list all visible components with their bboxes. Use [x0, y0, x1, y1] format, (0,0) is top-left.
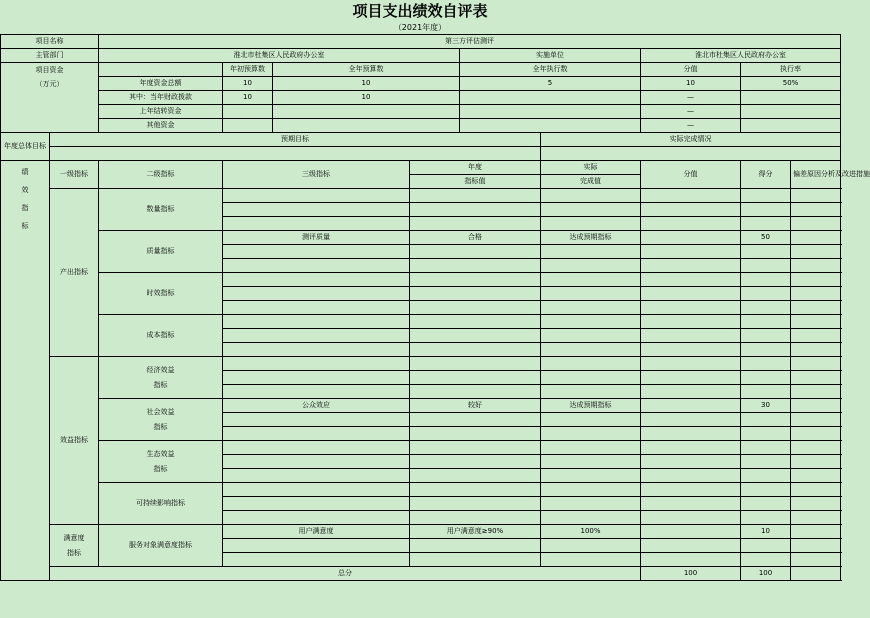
l3-cell[interactable] — [223, 441, 410, 455]
l3-cell[interactable]: 公众效应 — [223, 399, 410, 413]
deviation-cell[interactable] — [791, 511, 841, 525]
goals-actual-cell[interactable] — [541, 147, 841, 161]
score-value-cell[interactable] — [641, 455, 741, 469]
impl-label: 实施单位 — [460, 49, 641, 63]
funds-cell-score-value[interactable]: 10 — [641, 77, 741, 91]
actual-cell[interactable]: 100% — [541, 525, 641, 539]
score-cell[interactable] — [741, 301, 791, 315]
deviation-cell[interactable] — [791, 231, 841, 245]
funds-header-executed: 全年执行数 — [460, 63, 641, 77]
l3-cell[interactable] — [223, 553, 410, 567]
page-subtitle: （2021年度） — [393, 23, 447, 32]
deviation-cell[interactable] — [791, 413, 841, 427]
actual-cell[interactable] — [541, 273, 641, 287]
l3-cell[interactable] — [223, 315, 410, 329]
l3-cell[interactable] — [223, 539, 410, 553]
score-value-cell[interactable] — [641, 553, 741, 567]
score-value-cell[interactable] — [641, 399, 741, 413]
actual-cell[interactable] — [541, 287, 641, 301]
score-cell[interactable] — [741, 539, 791, 553]
total-label: 总分 — [50, 567, 641, 581]
header-score-value: 分值 — [641, 161, 741, 189]
score-cell[interactable] — [741, 413, 791, 427]
funds-cell-executed[interactable] — [460, 119, 641, 133]
score-value-cell[interactable] — [641, 511, 741, 525]
target-cell[interactable] — [410, 301, 541, 315]
funds-cell-initial[interactable] — [223, 105, 273, 119]
deviation-cell[interactable] — [791, 287, 841, 301]
score-value-cell[interactable] — [641, 539, 741, 553]
economic-benefit-label-a: 经济效益 — [146, 365, 175, 374]
actual-cell[interactable] — [541, 203, 641, 217]
l3-cell[interactable] — [223, 217, 410, 231]
target-cell[interactable] — [410, 259, 541, 273]
satisfaction-indicator-label — [50, 525, 99, 567]
l3-cell[interactable] — [223, 455, 410, 469]
social-benefit-label-a: 社会效益 — [146, 407, 175, 416]
score-value-cell[interactable] — [641, 343, 741, 357]
actual-cell[interactable] — [541, 497, 641, 511]
funds-cell-executed[interactable]: 5 — [460, 77, 641, 91]
actual-cell[interactable] — [541, 441, 641, 455]
sustainability-indicator-label: 可持续影响指标 — [99, 483, 223, 525]
score-cell[interactable] — [741, 469, 791, 483]
score-cell[interactable]: 10 — [741, 525, 791, 539]
perf-side-label — [1, 161, 50, 581]
score-cell[interactable]: 30 — [741, 399, 791, 413]
quantity-indicator-label: 数量指标 — [99, 189, 223, 231]
deviation-cell[interactable] — [791, 455, 841, 469]
l3-cell[interactable] — [223, 273, 410, 287]
perf-side-char: 指 — [21, 204, 29, 212]
ecological-benefit-label — [99, 441, 223, 483]
dept-cell[interactable]: 淮北市杜集区人民政府办公室 — [99, 49, 460, 63]
deviation-cell[interactable] — [791, 217, 841, 231]
score-value-cell[interactable] — [641, 497, 741, 511]
score-value-cell[interactable] — [641, 413, 741, 427]
funds-cell-annual[interactable] — [273, 119, 460, 133]
actual-cell[interactable] — [541, 329, 641, 343]
output-indicator-label: 产出指标 — [50, 189, 99, 357]
header-level2: 二级指标 — [99, 161, 223, 189]
page-title: 项目支出绩效自评表 — [352, 2, 488, 20]
score-value-cell[interactable] — [641, 189, 741, 203]
perf-side-char: 标 — [21, 222, 29, 230]
timeliness-indicator-label: 时效指标 — [99, 273, 223, 315]
score-value-cell[interactable] — [641, 273, 741, 287]
score-value-cell[interactable] — [641, 231, 741, 245]
score-cell[interactable] — [741, 217, 791, 231]
funds-cell-rate[interactable] — [741, 105, 841, 119]
target-cell[interactable] — [410, 553, 541, 567]
l3-cell[interactable]: 用户满意度 — [223, 525, 410, 539]
funds-cell-rate[interactable]: 50% — [741, 77, 841, 91]
l3-cell[interactable] — [223, 259, 410, 273]
evaluation-table — [0, 34, 870, 581]
benefit-indicator-label: 效益指标 — [50, 357, 99, 525]
project-name-label: 项目名称 — [1, 35, 99, 49]
actual-cell[interactable] — [541, 539, 641, 553]
score-cell[interactable] — [741, 553, 791, 567]
header-annual-b: 指标值 — [410, 175, 541, 189]
target-cell[interactable] — [410, 217, 541, 231]
score-cell[interactable] — [741, 497, 791, 511]
score-value-cell[interactable] — [641, 329, 741, 343]
total-score-value[interactable]: 100 — [641, 567, 741, 581]
deviation-cell[interactable] — [791, 469, 841, 483]
score-cell[interactable] — [741, 427, 791, 441]
l3-cell[interactable] — [223, 413, 410, 427]
funds-cell-score-value[interactable]: — — [641, 91, 741, 105]
header-actual-b: 完成值 — [541, 175, 641, 189]
score-value-cell[interactable] — [641, 371, 741, 385]
l3-cell[interactable] — [223, 301, 410, 315]
score-value-cell[interactable] — [641, 287, 741, 301]
project-name-cell[interactable]: 第三方评估测评 — [99, 35, 841, 49]
l3-cell[interactable] — [223, 287, 410, 301]
l3-cell[interactable] — [223, 245, 410, 259]
economic-benefit-label-b: 指标 — [153, 380, 168, 389]
funds-row-label: 年度资金总额 — [99, 77, 223, 91]
header-level3: 三级指标 — [223, 161, 410, 189]
deviation-cell[interactable] — [791, 273, 841, 287]
score-value-cell[interactable] — [641, 203, 741, 217]
target-cell[interactable]: 用户满意度≥90% — [410, 525, 541, 539]
actual-cell[interactable] — [541, 385, 641, 399]
target-cell[interactable] — [410, 357, 541, 371]
score-value-cell[interactable] — [641, 315, 741, 329]
funds-cell-annual[interactable] — [273, 105, 460, 119]
funds-cell-score-value[interactable]: — — [641, 105, 741, 119]
score-cell[interactable] — [741, 385, 791, 399]
score-cell[interactable] — [741, 259, 791, 273]
deviation-cell[interactable] — [791, 497, 841, 511]
actual-cell[interactable] — [541, 511, 641, 525]
l3-cell[interactable]: 测评质量 — [223, 231, 410, 245]
actual-cell[interactable] — [541, 301, 641, 315]
deviation-cell[interactable] — [791, 525, 841, 539]
deviation-cell[interactable] — [791, 553, 841, 567]
satisfaction-label-b: 指标 — [67, 548, 81, 557]
actual-cell[interactable] — [541, 455, 641, 469]
actual-cell[interactable] — [541, 217, 641, 231]
header-deviation: 偏差原因分析及改进措施 — [791, 161, 841, 189]
target-cell[interactable] — [410, 287, 541, 301]
funds-row-label: 上年结转资金 — [99, 105, 223, 119]
score-cell[interactable] — [741, 315, 791, 329]
quality-indicator-label: 质量指标 — [99, 231, 223, 273]
score-cell[interactable]: 50 — [741, 231, 791, 245]
impl-cell[interactable]: 淮北市杜集区人民政府办公室 — [641, 49, 841, 63]
score-cell[interactable] — [741, 189, 791, 203]
actual-cell[interactable]: 达成预期指标 — [541, 399, 641, 413]
satisfaction-label-a: 满意度 — [63, 533, 85, 542]
score-value-cell[interactable] — [641, 301, 741, 315]
ecological-benefit-label-b: 指标 — [153, 464, 168, 473]
target-cell[interactable] — [410, 343, 541, 357]
target-cell[interactable] — [410, 329, 541, 343]
score-cell[interactable] — [741, 329, 791, 343]
actual-cell[interactable] — [541, 371, 641, 385]
score-cell[interactable] — [741, 357, 791, 371]
service-satisfaction-label: 服务对象满意度指标 — [99, 525, 223, 567]
score-cell[interactable] — [741, 287, 791, 301]
actual-cell[interactable] — [541, 357, 641, 371]
funds-label-line2: （万元） — [35, 80, 64, 88]
funds-cell-initial[interactable] — [223, 119, 273, 133]
funds-cell-rate[interactable] — [741, 119, 841, 133]
deviation-cell[interactable] — [791, 399, 841, 413]
l3-cell[interactable] — [223, 357, 410, 371]
score-value-cell[interactable] — [641, 441, 741, 455]
score-value-cell[interactable] — [641, 259, 741, 273]
funds-label — [1, 63, 99, 133]
l3-cell[interactable] — [223, 329, 410, 343]
funds-cell-initial[interactable]: 10 — [223, 77, 273, 91]
target-cell[interactable] — [410, 483, 541, 497]
l3-cell[interactable] — [223, 469, 410, 483]
score-value-cell[interactable] — [641, 217, 741, 231]
funds-cell-executed[interactable] — [460, 105, 641, 119]
economic-benefit-label — [99, 357, 223, 399]
header-level1: 一级指标 — [50, 161, 99, 189]
perf-side-char: 效 — [21, 186, 29, 194]
actual-cell[interactable] — [541, 553, 641, 567]
target-cell[interactable] — [410, 413, 541, 427]
deviation-cell[interactable] — [791, 427, 841, 441]
deviation-cell[interactable] — [791, 539, 841, 553]
goals-expected-header: 预期目标 — [50, 133, 541, 147]
funds-header-blank — [99, 63, 223, 77]
funds-cell-initial[interactable]: 10 — [223, 91, 273, 105]
score-value-cell[interactable] — [641, 483, 741, 497]
deviation-cell[interactable] — [791, 385, 841, 399]
deviation-cell[interactable] — [791, 301, 841, 315]
cost-indicator-label: 成本指标 — [99, 315, 223, 357]
score-value-cell[interactable] — [641, 357, 741, 371]
l3-cell[interactable] — [223, 371, 410, 385]
deviation-cell[interactable] — [791, 371, 841, 385]
score-value-cell[interactable] — [641, 469, 741, 483]
score-value-cell[interactable] — [641, 427, 741, 441]
actual-cell[interactable] — [541, 245, 641, 259]
l3-cell[interactable] — [223, 511, 410, 525]
score-cell[interactable] — [741, 273, 791, 287]
actual-cell[interactable] — [541, 483, 641, 497]
l3-cell[interactable] — [223, 483, 410, 497]
l3-cell[interactable] — [223, 385, 410, 399]
total-score[interactable]: 100 — [741, 567, 791, 581]
funds-header-annual: 全年预算数 — [273, 63, 460, 77]
target-cell[interactable] — [410, 315, 541, 329]
actual-cell[interactable] — [541, 315, 641, 329]
score-cell[interactable] — [741, 483, 791, 497]
score-cell[interactable] — [741, 455, 791, 469]
target-cell[interactable] — [410, 539, 541, 553]
actual-cell[interactable] — [541, 413, 641, 427]
header-score: 得分 — [741, 161, 791, 189]
target-cell[interactable] — [410, 385, 541, 399]
target-cell[interactable] — [410, 511, 541, 525]
funds-cell-executed[interactable] — [460, 91, 641, 105]
score-cell[interactable] — [741, 511, 791, 525]
goals-label: 年度总体目标 — [1, 133, 50, 161]
target-cell[interactable] — [410, 371, 541, 385]
score-cell[interactable] — [741, 371, 791, 385]
deviation-cell[interactable] — [791, 245, 841, 259]
target-cell[interactable] — [410, 203, 541, 217]
deviation-cell[interactable] — [791, 189, 841, 203]
actual-cell[interactable] — [541, 469, 641, 483]
target-cell[interactable] — [410, 441, 541, 455]
actual-cell[interactable] — [541, 427, 641, 441]
header-actual-a: 实际 — [541, 161, 641, 175]
target-cell[interactable] — [410, 455, 541, 469]
l3-cell[interactable] — [223, 497, 410, 511]
score-cell[interactable] — [741, 245, 791, 259]
actual-cell[interactable] — [541, 343, 641, 357]
ecological-benefit-label-a: 生态效益 — [146, 449, 175, 458]
social-benefit-label-b: 指标 — [153, 422, 168, 431]
deviation-cell[interactable] — [791, 259, 841, 273]
l3-cell[interactable] — [223, 189, 410, 203]
deviation-cell[interactable] — [791, 343, 841, 357]
deviation-cell[interactable] — [791, 441, 841, 455]
funds-row-label: 其他资金 — [99, 119, 223, 133]
deviation-cell[interactable] — [791, 483, 841, 497]
target-cell[interactable] — [410, 469, 541, 483]
score-value-cell[interactable] — [641, 245, 741, 259]
goals-expected-cell[interactable] — [50, 147, 541, 161]
deviation-cell[interactable] — [791, 329, 841, 343]
actual-cell[interactable]: 达成预期指标 — [541, 231, 641, 245]
funds-cell-annual[interactable]: 10 — [273, 77, 460, 91]
l3-cell[interactable] — [223, 343, 410, 357]
target-cell[interactable]: 合格 — [410, 231, 541, 245]
funds-header-initial: 年初预算数 — [223, 63, 273, 77]
deviation-cell[interactable] — [791, 357, 841, 371]
funds-label-line1: 项目资金 — [35, 66, 64, 74]
actual-cell[interactable] — [541, 189, 641, 203]
target-cell[interactable]: 较好 — [410, 399, 541, 413]
target-cell[interactable] — [410, 497, 541, 511]
score-cell[interactable] — [741, 441, 791, 455]
target-cell[interactable] — [410, 245, 541, 259]
score-cell[interactable] — [741, 203, 791, 217]
funds-row-label: 其中：当年财政拨款 — [99, 91, 223, 105]
score-value-cell[interactable] — [641, 525, 741, 539]
target-cell[interactable] — [410, 427, 541, 441]
score-value-cell[interactable] — [641, 385, 741, 399]
funds-cell-rate[interactable] — [741, 91, 841, 105]
target-cell[interactable] — [410, 189, 541, 203]
deviation-cell[interactable] — [791, 203, 841, 217]
l3-cell[interactable] — [223, 203, 410, 217]
funds-cell-annual[interactable]: 10 — [273, 91, 460, 105]
deviation-cell[interactable] — [791, 315, 841, 329]
actual-cell[interactable] — [541, 259, 641, 273]
funds-header-rate: 执行率 — [741, 63, 841, 77]
dept-label: 主管部门 — [1, 49, 99, 63]
score-cell[interactable] — [741, 343, 791, 357]
social-benefit-label — [99, 399, 223, 441]
perf-side-char: 绩 — [21, 168, 29, 176]
target-cell[interactable] — [410, 273, 541, 287]
total-deviation-cell[interactable] — [791, 567, 841, 581]
funds-cell-score-value[interactable]: — — [641, 119, 741, 133]
header-annual-a: 年度 — [410, 161, 541, 175]
goals-actual-header: 实际完成情况 — [541, 133, 841, 147]
funds-header-score-value: 分值 — [641, 63, 741, 77]
l3-cell[interactable] — [223, 427, 410, 441]
